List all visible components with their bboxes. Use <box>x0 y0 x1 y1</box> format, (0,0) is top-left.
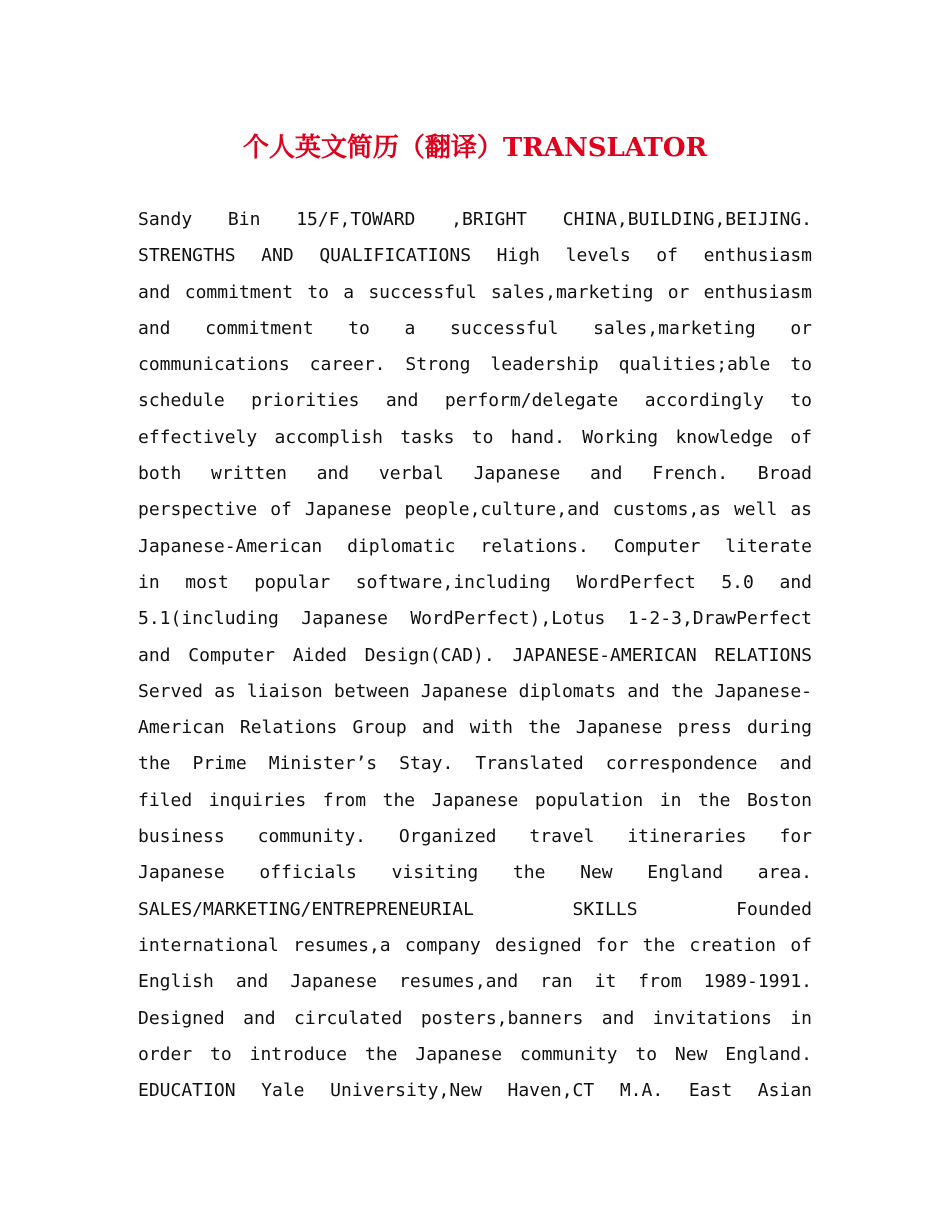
body-line: order to introduce the Japanese community to New England. <box>138 1043 812 1065</box>
body-line: effectively accomplish tasks to hand. Working knowledge of <box>138 426 812 448</box>
body-line: Served as liaison between Japanese diplomats and the Japanese- <box>138 680 812 702</box>
body-line: perspective of Japanese people,culture,and customs,as well as <box>138 499 812 521</box>
body-line: both written and verbal Japanese and French. Broad <box>138 463 812 485</box>
body-line: Designed and circulated posters,banners and invitations in <box>138 1007 812 1029</box>
body-line: Sandy Bin 15/F,TOWARD ,BRIGHT CHINA,BUILDING,BEIJING. <box>138 209 812 230</box>
body-line: English and Japanese resumes,and ran it from 1989-1991. <box>138 971 812 993</box>
body-line: Japanese officials visiting the New England area. <box>138 862 812 884</box>
body-line: and commitment to a successful sales,marketing or enthusiasm <box>138 281 812 303</box>
body-line: EDUCATION Yale University,New Haven,CT M.A. East Asian <box>138 1080 812 1102</box>
body-line: 5.1(including Japanese WordPerfect),Lotus 1-2-3,DrawPerfect <box>138 608 812 630</box>
body-line: SALES/MARKETING/ENTREPRENEURIAL SKILLS Founded <box>138 898 812 920</box>
body-line: schedule priorities and perform/delegate accordingly to <box>138 390 812 412</box>
body-line: in most popular software,including WordPerfect 5.0 and <box>138 571 812 593</box>
body-line: and commitment to a successful sales,marketing or <box>138 317 812 339</box>
body-line: American Relations Group and with the Japanese press during <box>138 717 812 739</box>
document-title: 个人英文简历（翻译）TRANSLATOR <box>242 133 708 163</box>
body-line: Japanese-American diplomatic relations. Computer literate <box>138 535 812 557</box>
body-line: filed inquiries from the Japanese population in the Boston <box>138 789 812 811</box>
body-line: international resumes,a company designed for the creation of <box>138 934 812 956</box>
body-line: the Prime Minister’s Stay. Translated correspondence and <box>138 753 812 775</box>
body-line: business community. Organized travel itineraries for <box>138 826 812 848</box>
body-line: and Computer Aided Design(CAD). JAPANESE-AMERICAN RELATIONS <box>138 644 812 666</box>
body-line: communications career. Strong leadership qualities;able to <box>138 354 812 376</box>
resume-body <box>138 202 812 1109</box>
body-line: STRENGTHS AND QUALIFICATIONS High levels of enthusiasm <box>138 245 812 267</box>
